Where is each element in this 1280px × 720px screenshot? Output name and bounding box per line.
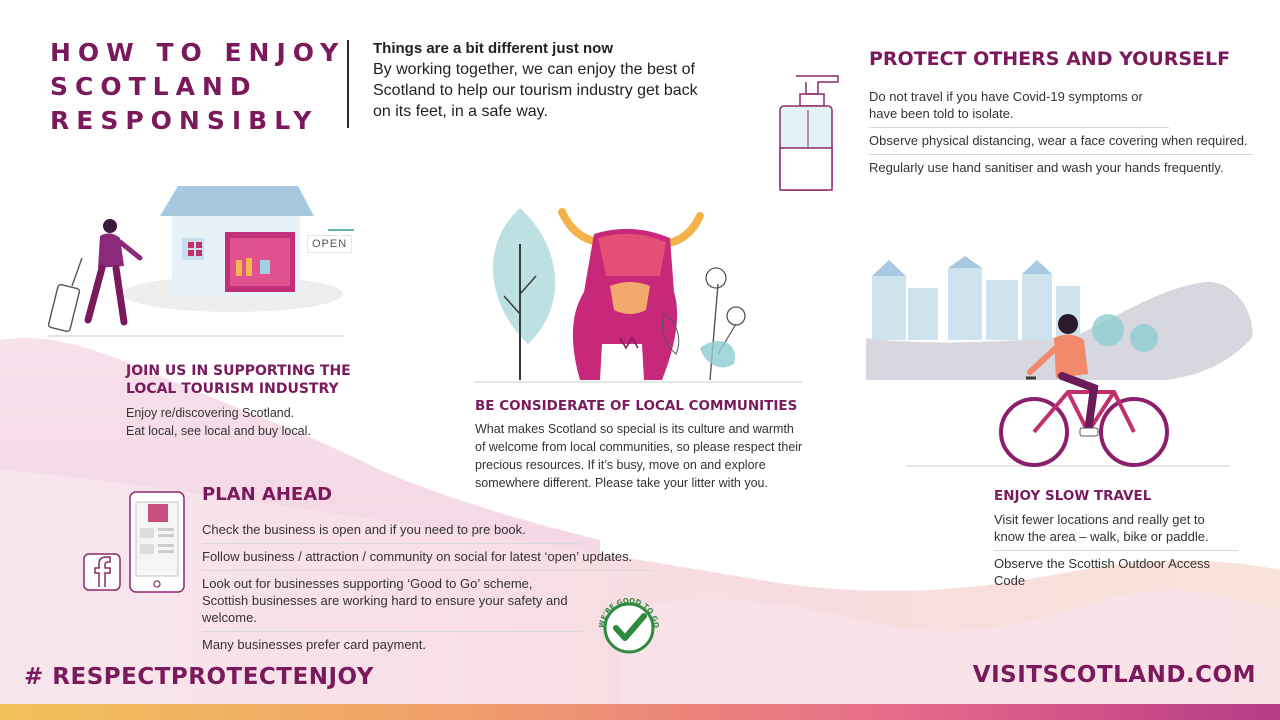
plan-list (202, 517, 654, 658)
considerate-text: What makes Scotland so special is its culture and warmth of welcome from local communities, so please respect their precious resources. If it’s busy, move on and explore somewhere different. Please take your litter with you. (475, 422, 803, 490)
tree-icon (493, 208, 555, 344)
plan-item: Check the business is open and if you need to pre book. (202, 517, 582, 544)
intro-lead: Things are a bit different just now (373, 40, 614, 57)
title-line-3: RESPONSIBLY (50, 106, 319, 135)
join-line-1: Enjoy re/discovering Scotland. (126, 406, 295, 420)
hashtag: # RESPECTPROTECTENJOY (24, 664, 374, 690)
slow-item: Observe the Scottish Outdoor Access Code (994, 556, 1211, 588)
highland-cow-icon (474, 204, 804, 386)
protect-list (869, 84, 1253, 181)
slow-heading: ENJOY SLOW TRAVEL (994, 488, 1152, 504)
protect-item: Regularly use hand sanitiser and wash your hands frequently. (869, 160, 1224, 175)
intro-text: By working together, we can enjoy the best of Scotland to help our tourism industry get back on its feet, in a safe way. (373, 61, 698, 120)
sanitiser-bottle-icon (772, 70, 852, 194)
badge-text: WE'RE GOOD TO GO (597, 596, 661, 629)
join-heading (126, 362, 351, 398)
protect-heading: PROTECT OTHERS AND YOURSELF (869, 48, 1231, 70)
protect-item: Observe physical distancing, wear a face covering when required. (869, 128, 1253, 155)
plan-item: Look out for businesses supporting ‘Good to Go’ scheme, Scottish businesses are working hard to ensure your safety and welcome. (202, 571, 582, 632)
shop-sign: OPEN (307, 235, 352, 253)
shop-icon (48, 182, 358, 342)
join-text (126, 404, 311, 440)
title-line-1: HOW TO ENJOY (50, 38, 346, 67)
website-link[interactable]: VISITSCOTLAND.COM (972, 662, 1256, 688)
plan-item: Many businesses prefer card payment. (202, 637, 426, 652)
gradient-bar (0, 704, 1280, 720)
good-to-go-badge-icon (594, 592, 664, 656)
title-line-2: SCOTLAND (50, 72, 258, 101)
join-heading-line-1: JOIN US IN SUPPORTING THE (126, 363, 351, 379)
cyclist-icon (996, 308, 1172, 468)
page-title (50, 36, 345, 138)
slow-item: Visit fewer locations and really get to know the area – walk, bike or paddle. (994, 507, 1238, 551)
facebook-icon (83, 553, 121, 591)
join-heading-line-2: LOCAL TOURISM INDUSTRY (126, 381, 339, 397)
join-line-2: Eat local, see local and buy local. (126, 424, 311, 438)
plan-heading: PLAN AHEAD (202, 484, 333, 505)
phone-icon (128, 490, 188, 596)
protect-item: Do not travel if you have Covid-19 symptoms or have been told to isolate. (869, 84, 1169, 128)
title-divider (347, 40, 349, 128)
considerate-heading: BE CONSIDERATE OF LOCAL COMMUNITIES (475, 398, 798, 414)
slow-list (994, 507, 1238, 594)
intro-block (373, 38, 703, 122)
plan-item: Follow business / attraction / community on social for latest ‘open’ updates. (202, 544, 654, 571)
